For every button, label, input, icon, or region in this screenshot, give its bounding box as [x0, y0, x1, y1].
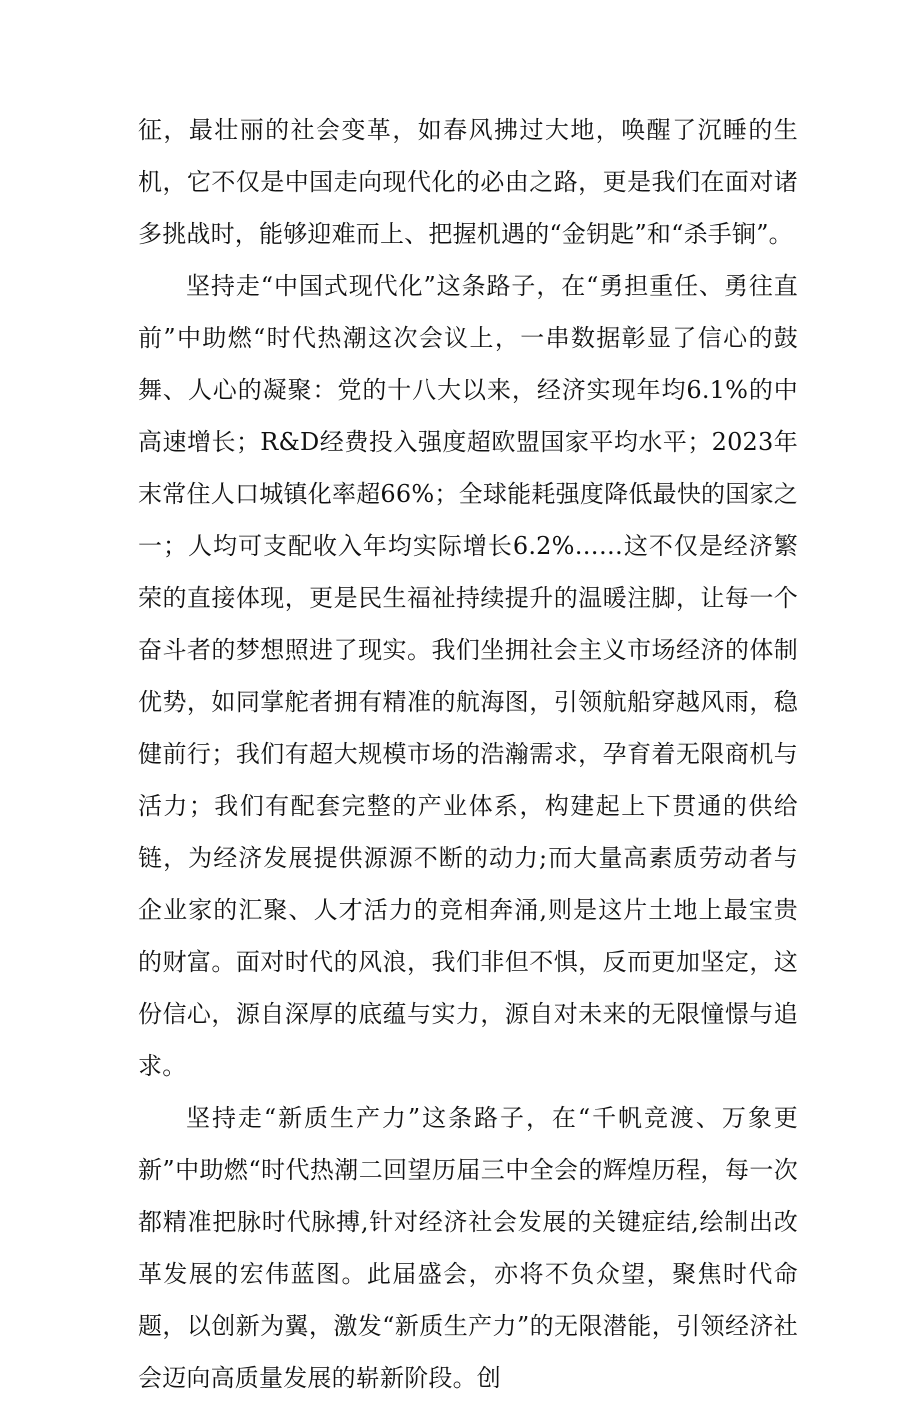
paragraph-3: 坚持走“新质生产力”这条路子，在“千帆竞渡、万象更新”中助燃“时代热潮二回望历届三中全会的辉煌历程，每一次都精准把脉时代脉搏,针对经济社会发展的关键症结,绘制出改革发展的宏伟蓝图。此届盛会，亦将不负众望，聚焦时代命题，以创新为翼，激发“新质生产力”的无限潜能，引领经济社会迈向高质量发展的崭新阶段。创 [138, 1104, 798, 1392]
paragraph-1: 征，最壮丽的社会变革，如春风拂过大地，唤醒了沉睡的生机，它不仅是中国走向现代化的必由之路，更是我们在面对诸多挑战时，能够迎难而上、把握机遇的“金钥匙”和“杀手锏”。 [138, 116, 798, 248]
paragraph-2: 坚持走“中国式现代化”这条路子，在“勇担重任、勇往直前”中助燃“时代热潮这次会议上，一串数据彰显了信心的鼓舞、人心的凝聚：党的十八大以来，经济实现年均6.1%的中高速增长；R&D经费投入强度超欧盟国家平均水平；2023年末常住人口城镇化率超66%；全球能耗强度降低最快的国家之一；人均可支配收入年均实际增长6.2%……这不仅是经济繁荣的直接体现，更是民生福祉持续提升的温暖注脚，让每一个奋斗者的梦想照进了现实。我们坐拥社会主义市场经济的体制优势，如同掌舵者拥有精准的航海图，引领航船穿越风雨，稳健前行；我们有超大规模市场的浩瀚需求，孕育着无限商机与活力；我们有配套完整的产业体系，构建起上下贯通的供给链，为经济发展提供源源不断的动力;而大量高素质劳动者与企业家的汇聚、人才活力的竞相奔涌,则是这片土地上最宝贵的财富。面对时代的风浪，我们非但不惧，反而更加坚定，这份信心，源自深厚的底蕴与实力，源自对未来的无限憧憬与追求。 [138, 272, 798, 1080]
document-body [138, 104, 798, 1404]
